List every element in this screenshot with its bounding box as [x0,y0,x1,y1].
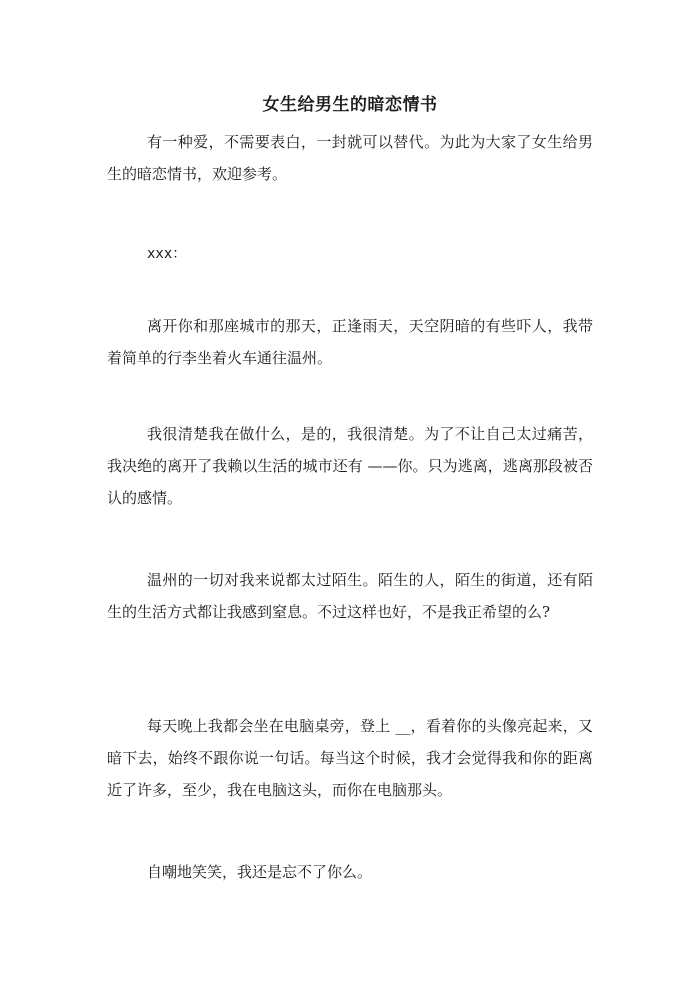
body-paragraph-3: 温州的一切对我来说都太过陌生。陌生的人，陌生的街道，还有陌生的生活方式都让我感到窒息。不过这样也好，不是我正希望的么? [107,571,593,621]
body-paragraph-4: 每天晚上我都会坐在电脑桌旁，登上 __，看着你的头像亮起来，又暗下去，始终不跟你说一句话。每当这个时候，我才会觉得我和你的距离近了许多，至少，我在电脑这头，而你在电脑那头。 [107,717,593,799]
greeting-line: xxx： [147,246,187,262]
document-title: 女生给男生的暗恋情书 [262,95,438,115]
intro-paragraph: 有一种爱，不需要表白，一封就可以替代。为此为大家了女生给男生的暗恋情书，欢迎参考。 [107,133,593,183]
body-paragraph-2: 我很清楚我在做什么，是的，我很清楚。为了不让自己太过痛苦，我决绝的离开了我赖以生活的城市还有 ——你。只为逃离，逃离那段被否认的感情。 [107,425,593,507]
body-paragraph-1: 离开你和那座城市的那天，正逢雨天，天空阴暗的有些吓人，我带着简单的行李坐着火车通往温州。 [107,317,593,367]
body-paragraph-5: 自嘲地笑笑，我还是忘不了你么。 [147,863,373,881]
